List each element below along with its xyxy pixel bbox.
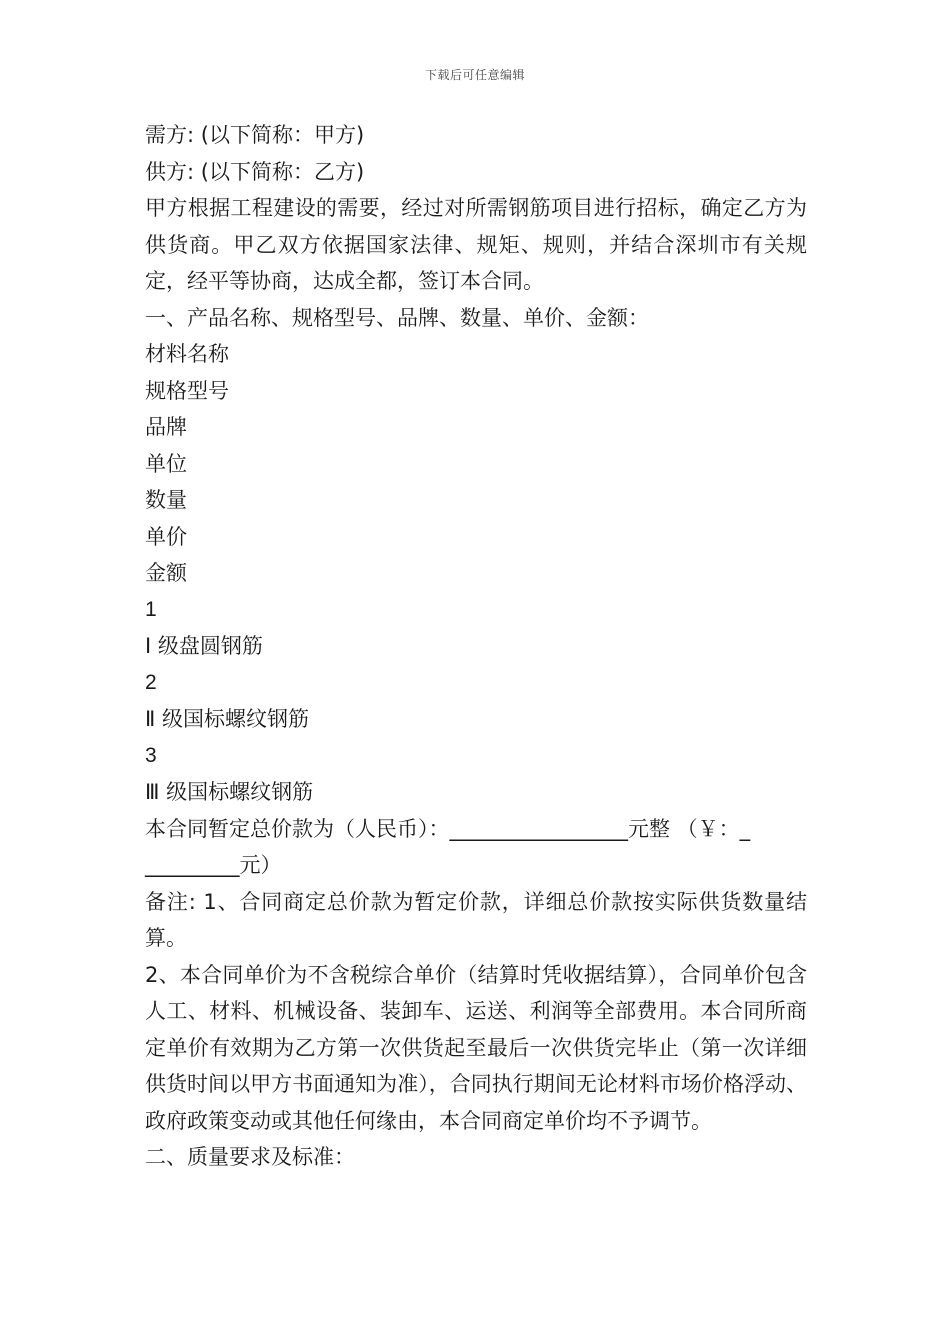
- table-header-brand: 品牌: [145, 415, 187, 439]
- page-header-note: 下载后可任意编辑: [424, 68, 525, 82]
- buyer-line: 需方: (以下简称：甲方): [145, 123, 365, 147]
- section-2-title: 二、质量要求及标准：: [145, 1145, 355, 1169]
- contract-body: [145, 117, 807, 1176]
- total-price-line-continued: _________元）: [145, 853, 282, 877]
- table-row-number: 3: [145, 743, 157, 767]
- table-header-unit: 单位: [145, 451, 187, 476]
- table-row-material: Ⅱ 级国标螺纹钢筋: [145, 707, 310, 731]
- table-header-unit-price: 单价: [145, 524, 187, 549]
- section-1-title: 一、产品名称、规格型号、品牌、数量、单价、金额：: [145, 305, 649, 330]
- table-header-material-name: 材料名称: [145, 342, 229, 366]
- table-row-material: Ⅲ 级国标螺纹钢筋: [145, 780, 314, 804]
- remark-2-paragraph: 2、本合同单价为不含税综合单价（结算时凭收据结算），合同单价包含人工、材料、机械设备、装卸车、运送、利润等全部费用。本合同所商定单价有效期为乙方第一次供货起至最后一次供货完毕止（第一次详细供货时间以甲方书面通知为准），合同执行期间无论材料市场价格浮动、政府政策变动或其他任何缘由，本合同商定单价均不予调节。: [145, 962, 807, 1133]
- table-header-quantity: 数量: [145, 488, 187, 512]
- table-row-number: 2: [145, 670, 157, 694]
- total-price-line: 本合同暂定总价款为（人民币）：_________________元整 （￥：_: [145, 816, 751, 841]
- table-row-number: 1: [145, 597, 157, 621]
- table-header-amount: 金额: [145, 561, 187, 585]
- intro-paragraph: 甲方根据工程建设的需要，经过对所需钢筋项目进行招标，确定乙方为供货商。甲乙双方依据国家法律、规矩、规则，并结合深圳市有关规定，经平等协商，达成全都，签订本合同。: [145, 196, 807, 293]
- table-row-material: Ⅰ 级盘圆钢筋: [145, 634, 263, 658]
- remark-1-paragraph: 备注: 1、合同商定总价款为暂定价款，详细总价款按实际供货数量结算。: [145, 889, 807, 950]
- supplier-line: 供方: (以下简称：乙方): [145, 159, 365, 184]
- table-header-spec-model: 规格型号: [145, 378, 229, 403]
